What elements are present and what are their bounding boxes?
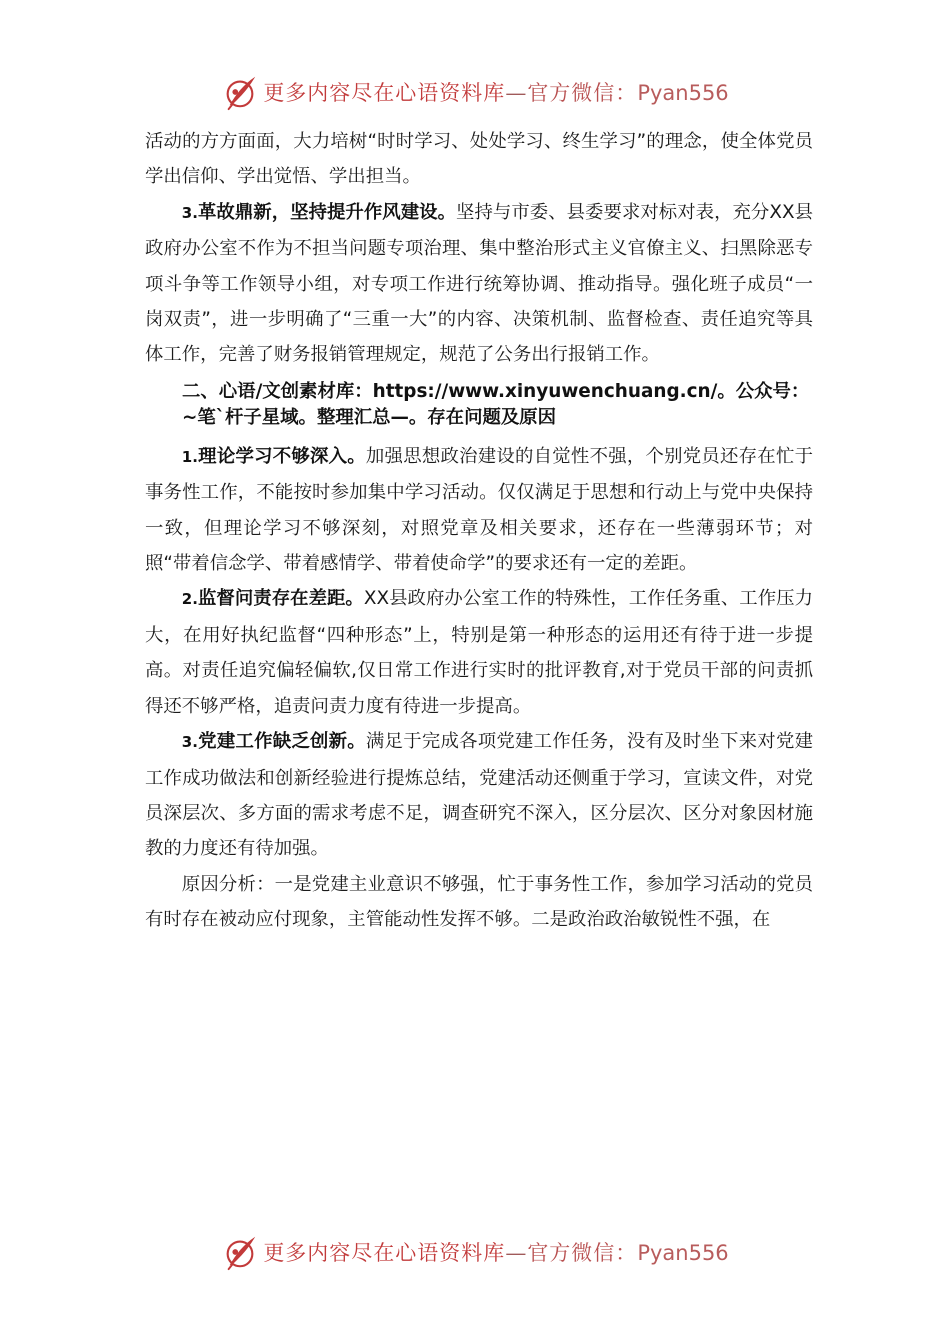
paragraph-2-number: 3. — [181, 203, 198, 222]
banner-dash: — — [505, 1241, 528, 1265]
paragraph-4-text: XX县政府办公室工作的特殊性，工作任务重、工作压力大，在用好执纪监督“四种形态”上，特别是第一种形态的运用还有待于进一步提高。对责任追究偏轻偏软,仅日常工作进行实时的批评教育,对于党员干部的问责抓得还不够严格，追责问责力度有待进一步提高。 — [145, 588, 813, 717]
paragraph-3 — [145, 439, 813, 582]
section-heading: 二、心语/文创素材库：https://www.xinyuwenchuang.cn/。公众号：~笔`杆子星域。整理汇总—。存在问题及原因 — [182, 380, 810, 428]
paragraph-3-number: 1. — [181, 447, 198, 466]
banner-wechat-id: Pyan556 — [637, 1241, 729, 1265]
banner-text — [263, 1237, 728, 1267]
banner-dash: — — [505, 81, 528, 105]
feather-quill-logo-icon — [221, 73, 259, 111]
paragraph-2-lead: 革故鼎新，坚持提升作风建设。 — [197, 201, 457, 223]
banner-text — [263, 77, 728, 107]
banner-main-text: 更多内容尽在心语资料库 — [263, 1241, 506, 1265]
paragraph-1 — [145, 124, 813, 195]
paragraph-5-number: 3. — [181, 733, 198, 752]
banner-wechat-id: Pyan556 — [637, 81, 729, 105]
paragraph-5-text: 满足于完成各项党建工作任务，没有及时坐下来对党建工作成功做法和创新经验进行提炼总结，党建活动还侧重于学习，宣读文件，对党员深层次、多方面的需求考虑不足，调查研究不深入，区分层次、区分对象因材施教的力度还有待加强。 — [145, 731, 813, 860]
banner-wechat-label: 官方微信： — [527, 1241, 638, 1265]
paragraph-2-text: 坚持与市委、县委要求对标对表，充分XX县政府办公室不作为不担当问题专项治理、集中整治形式主义官僚主义、扫黑除恶专项斗争等工作领导小组，对专项工作进行统筹协调、推动指导。强化班子成员“一岗双责”，进一步明确了“三重一大”的内容、决策机制、监督检查、责任追究等具体工作，完善了财务报销管理规定，规范了公务出行报销工作。 — [145, 201, 813, 366]
paragraph-4 — [145, 581, 813, 724]
header-banner — [0, 72, 950, 112]
banner-main-text: 更多内容尽在心语资料库 — [263, 81, 506, 105]
footer-banner — [0, 1232, 950, 1272]
paragraph-5 — [145, 724, 813, 867]
paragraph-6-text: 原因分析：一是党建主业意识不够强，忙于事务性工作，参加学习活动的党员有时存在被动应付现象，主管能动性发挥不够。二是政治政治敏锐性不强，在 — [145, 873, 813, 931]
paragraph-5-lead: 党建工作缺乏创新。 — [197, 731, 366, 753]
paragraph-4-number: 2. — [181, 590, 198, 609]
paragraph-3-text: 加强思想政治建设的自觉性不强，个别党员还存在忙于事务性工作，不能按时参加集中学习活动。仅仅满足于思想和行动上与党中央保持一致，但理论学习不够深刻，对照党章及相关要求，还存在一些薄弱环节；对照“带着信念学、带着感情学、带着使命学”的要求还有一定的差距。 — [145, 445, 813, 575]
feather-quill-logo-icon — [221, 1233, 259, 1271]
paragraph-4-lead: 监督问责存在差距。 — [197, 588, 364, 610]
paragraph-1-text: 活动的方方面面，大力培树“时时学习、处处学习、终生学习”的理念，使全体党员学出信仰、学出觉悟、学出担当。 — [145, 131, 813, 188]
paragraph-6 — [145, 867, 813, 938]
banner-wechat-label: 官方微信： — [527, 81, 638, 105]
paragraph-2 — [145, 195, 813, 373]
document-body — [145, 124, 813, 938]
paragraph-3-lead: 理论学习不够深入。 — [197, 445, 366, 467]
